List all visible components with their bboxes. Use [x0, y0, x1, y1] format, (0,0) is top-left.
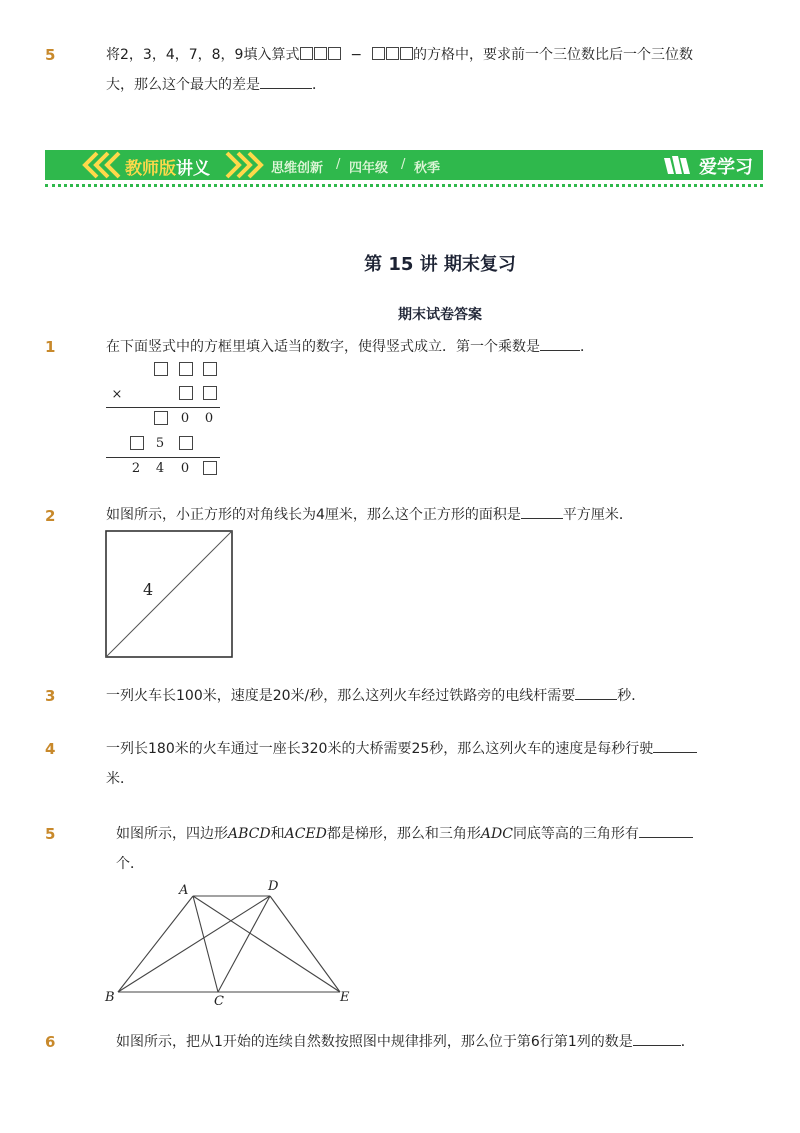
top-question-line2-end: ． — [312, 77, 326, 93]
breadcrumb-subject: 思维创新 — [271, 161, 324, 176]
quad-aced: ACED — [284, 826, 327, 842]
segment-ae — [193, 896, 340, 992]
question-number: 4 — [45, 740, 56, 758]
answer-box — [400, 47, 413, 60]
answer-blank — [260, 74, 312, 89]
quad-abcd: ABCD — [228, 826, 271, 842]
chevron-right-icon — [221, 150, 269, 180]
label-a: A — [179, 883, 189, 898]
answer-box — [372, 47, 385, 60]
question-5-text-part4: 同底等高的三角形有 — [512, 826, 639, 842]
answer-blank — [653, 738, 697, 753]
answer-blank — [639, 823, 693, 838]
answer-blank — [540, 336, 580, 351]
breadcrumb-season: 秋季 — [414, 161, 441, 176]
digit-box — [202, 362, 216, 379]
digit-box — [153, 362, 167, 379]
question-3-text — [106, 681, 645, 711]
segment-ab — [118, 896, 193, 992]
question-number: 1 — [45, 338, 56, 356]
segment-de — [270, 896, 340, 992]
calc-line — [106, 457, 220, 458]
question-4-text — [106, 734, 726, 794]
digit: 5 — [155, 436, 165, 451]
chevron-left-icon — [77, 150, 125, 180]
digit: 2 — [131, 461, 141, 476]
banner-title-part1: 教师版 — [125, 159, 176, 179]
top-question-line2: 大，那么这个最大的差是 — [106, 77, 260, 93]
answer-blank — [633, 1031, 681, 1046]
question-1-text-end: ． — [580, 339, 594, 355]
question-2-text — [106, 500, 633, 530]
label-e: E — [340, 990, 350, 1005]
breadcrumb-separator: / — [401, 157, 406, 172]
digit: 0 — [204, 411, 214, 426]
question-5-text — [116, 819, 736, 879]
digit: 0 — [180, 411, 190, 426]
question-number: 5 — [45, 825, 56, 843]
diagonal-label: 4 — [143, 580, 154, 599]
question-6-text — [116, 1027, 695, 1057]
digit-box — [178, 362, 192, 379]
digit: 4 — [155, 461, 165, 476]
times-sign: × — [111, 387, 123, 402]
question-3-text-part1: 一列火车长100米，速度是20米/秒，那么这列火车经过铁路旁的电线杆需要 — [106, 688, 576, 704]
question-6-text-end: ． — [680, 1034, 695, 1050]
calc-line — [106, 407, 220, 408]
question-1-text — [106, 332, 594, 362]
top-question-text-part1: 将2，3，4，7，8，9填入算式 — [106, 47, 300, 63]
top-question-text-part2: 的方格中，要求前一个三位数比后一个三位数 — [413, 47, 693, 63]
segment-dc — [218, 896, 270, 992]
top-question-text — [106, 40, 746, 100]
square-diagonal — [106, 531, 232, 657]
digit-box — [178, 386, 192, 403]
digit-box — [202, 386, 216, 403]
question-4-line2: 米． — [106, 771, 134, 787]
banner-title — [125, 154, 210, 179]
brand-name: 爱学习 — [699, 157, 753, 178]
question-number: 2 — [45, 507, 56, 525]
question-5-line2: 个． — [116, 856, 144, 872]
question-5-text-part2: 和 — [270, 826, 285, 842]
question-5-text-part3: 都是梯形，那么和三角形 — [326, 826, 481, 842]
answer-blank — [521, 504, 563, 519]
answer-box — [328, 47, 341, 60]
question-1-text-part1: 在下面竖式中的方框里填入适当的数字，使得竖式成立．第一个乘数是 — [106, 339, 540, 355]
lecture-title: 第 15 讲 期末复习 — [364, 254, 516, 275]
question-5-text-part1: 如图所示，四边形 — [116, 826, 228, 842]
brand-logo-icon — [662, 154, 692, 176]
question-number: 3 — [45, 687, 56, 705]
digit-box — [129, 436, 143, 453]
question-6-text-part1: 如图所示，把从1开始的连续自然数按照图中规律排列，那么位于第6行第1列的数是 — [116, 1034, 633, 1050]
question-number: 5 — [45, 46, 56, 64]
question-3-text-end: 秒． — [617, 688, 646, 704]
question-2-text-part1: 如图所示，小正方形的对角线长为4厘米，那么这个正方形的面积是 — [106, 507, 521, 523]
digit-box — [202, 461, 216, 478]
digit: 0 — [180, 461, 190, 476]
square-diagram — [105, 530, 235, 660]
minus-sign: − — [350, 47, 363, 63]
question-number: 6 — [45, 1033, 56, 1051]
banner-title-part2: 讲义 — [176, 159, 210, 179]
breadcrumb-grade: 四年级 — [349, 161, 389, 176]
label-c: C — [214, 994, 224, 1007]
segment-db — [118, 896, 270, 992]
triangle-adc: ADC — [480, 826, 513, 842]
answer-box — [300, 47, 313, 60]
breadcrumb-separator: / — [336, 157, 341, 172]
banner-divider — [45, 184, 763, 187]
question-2-text-end: 平方厘米． — [562, 507, 633, 523]
answer-box — [386, 47, 399, 60]
answer-blank — [575, 685, 617, 700]
header-banner — [45, 150, 763, 180]
label-d: D — [268, 879, 279, 894]
trapezoid-diagram — [100, 875, 360, 1007]
digit-box — [153, 411, 167, 428]
question-4-text-part1: 一列长180米的火车通过一座长320米的大桥需要25秒，那么这列火车的速度是每秒行驶 — [106, 741, 654, 757]
answer-box — [314, 47, 327, 60]
answers-title: 期末试卷答案 — [398, 307, 482, 323]
label-b: B — [105, 990, 115, 1005]
digit-box — [178, 436, 192, 453]
